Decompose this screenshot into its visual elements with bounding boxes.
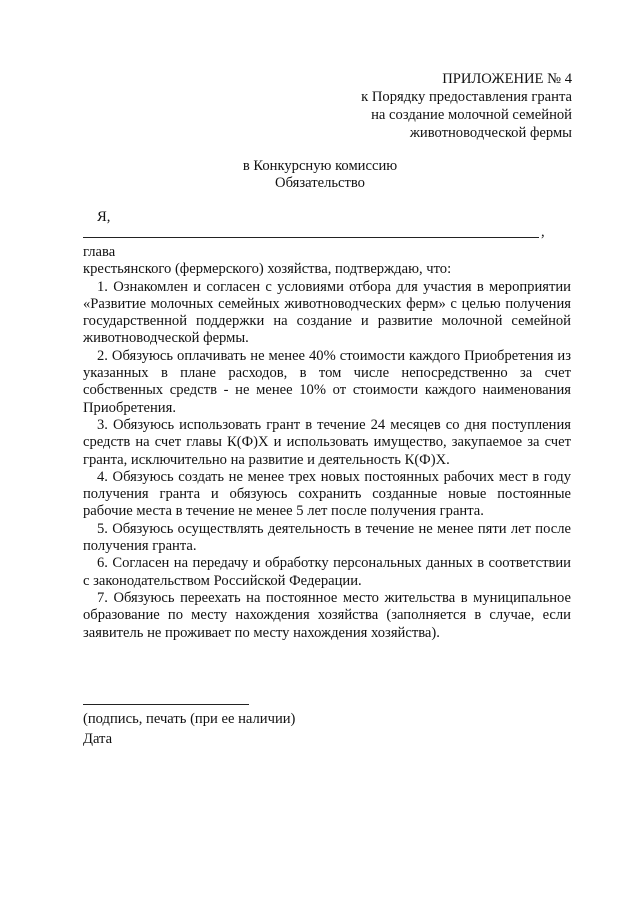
appendix-header — [232, 70, 572, 142]
pronoun-label: Я, — [97, 209, 111, 225]
name-fill-line — [83, 237, 539, 238]
obligation-item-7: 7. Обязуюсь переехать на постоянное место жительства в муниципальное образование по месту нахождения хозяйства (заполняется в случае, если заявитель не проживает по месту нахождения хозяйства). — [83, 589, 571, 641]
obligation-item-4: 4. Обязуюсь создать не менее трех новых постоянных рабочих мест в году получения гранта и обязуюсь сохранить созданные новые постоянные рабочие места в течение не менее 5 лет после получения гранта. — [83, 468, 571, 520]
fill-line-comma: , — [541, 224, 545, 240]
signature-line — [83, 704, 249, 705]
obligation-item-6: 6. Согласен на передачу и обработку персональных данных в соответствии с законодательством Российской Федерации. — [83, 555, 571, 589]
document-title: Обязательство — [275, 175, 365, 191]
date-label: Дата — [83, 731, 113, 747]
signature-caption: (подпись, печать (при ее наличии) — [83, 711, 296, 727]
signature-block — [83, 709, 295, 749]
obligation-item-1: 1. Ознакомлен и согласен с условиями отбора для участия в мероприятии «Развитие молочных семейных животноводческих ферм» с целью получения государственной поддержки на создание и развитие молочной семейной животноводческой фермы. — [83, 278, 571, 347]
addressee: в Конкурсную комиссию — [242, 158, 398, 174]
appendix-title: ПРИЛОЖЕНИЕ № 4 — [442, 71, 572, 87]
obligation-item-2: 2. Обязуюсь оплачивать не менее 40% стоимости каждого Приобретения из указанных в плане расходов, в том числе непосредственно за счет собственных средств - не менее 10% от стоимости каждого наименования Приобретения. — [83, 347, 571, 416]
appendix-line: животноводческой фермы — [409, 125, 572, 141]
appendix-line: к Порядку предоставления гранта — [361, 89, 572, 105]
obligation-item-3: 3. Обязуюсь использовать грант в течение 24 месяцев со дня поступления средств на счет главы К(Ф)Х и использовать имущество, закупаемое за счет гранта, исключительно на развитие и деятельность К(Ф)Х. — [83, 416, 571, 468]
obligation-item-5: 5. Обязуюсь осуществлять деятельность в течение не менее пяти лет после получения гранта. — [83, 520, 571, 555]
document-body — [83, 244, 571, 642]
farm-text: крестьянского (фермерского) хозяйства, подтверждаю, что: — [83, 261, 452, 278]
title-block — [0, 158, 640, 192]
appendix-line: на создание молочной семейной — [371, 107, 572, 123]
role-text: глава — [83, 244, 116, 260]
